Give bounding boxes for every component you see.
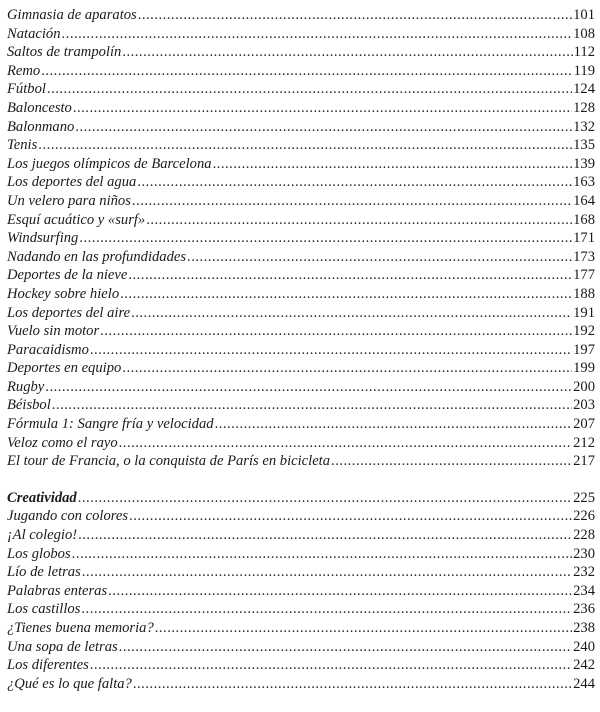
toc-entry-page: 119	[573, 62, 595, 79]
dot-leader	[78, 526, 572, 545]
toc-entry-page: 197	[573, 341, 595, 358]
toc-entry-page: 168	[573, 211, 595, 228]
toc-entry	[7, 415, 595, 434]
toc-entry-title: ¿Qué es lo que falta?	[7, 675, 132, 692]
dot-leader	[82, 563, 572, 582]
toc-entry-page: 192	[573, 323, 595, 340]
dot-leader	[75, 118, 572, 137]
toc-entry-title: Windsurfing	[7, 230, 79, 247]
toc-entry-title: Fórmula 1: Sangre fría y velocidad	[7, 416, 214, 433]
toc-entry	[7, 396, 595, 415]
toc-entry-page: 226	[573, 508, 595, 525]
toc-entry-page: 101	[573, 7, 595, 23]
toc-entry-title: ¿Tienes buena memoria?	[7, 620, 154, 636]
dot-leader	[132, 192, 572, 211]
toc-entry-page: 108	[573, 25, 595, 42]
toc-entry-title: Esquí acuático y «surf»	[7, 211, 146, 228]
toc-entry-page: 232	[573, 564, 595, 581]
toc-entry-page: 177	[573, 267, 595, 284]
toc-section-title: Creatividad	[7, 489, 77, 506]
dot-leader	[128, 266, 572, 285]
dot-leader	[47, 80, 572, 99]
toc-entry	[7, 545, 595, 564]
toc-group-sports	[7, 6, 595, 471]
toc-entry-page: 163	[573, 174, 595, 191]
dot-leader	[213, 155, 573, 174]
toc-entry-title: Vuelo sin motor	[7, 323, 100, 340]
toc-entry	[7, 136, 595, 155]
table-of-contents	[7, 6, 595, 693]
toc-entry-page: 230	[573, 545, 595, 562]
toc-entry-title: Los deportes del agua	[7, 174, 137, 191]
dot-leader	[131, 304, 572, 323]
toc-entry	[7, 43, 595, 62]
toc-entry	[7, 62, 595, 81]
dot-leader	[108, 582, 572, 601]
toc-entry-page: 132	[573, 118, 595, 135]
toc-entry-title: Los castillos	[7, 601, 81, 618]
toc-entry-title: Jugando con colores	[7, 508, 129, 525]
toc-entry-page: 139	[573, 155, 595, 172]
toc-entry-page: 203	[573, 397, 595, 414]
toc-entry-page: 228	[573, 527, 595, 544]
toc-entry-title: Tenis	[7, 137, 38, 154]
toc-entry	[7, 378, 595, 397]
toc-entry-title: Natación	[7, 25, 61, 42]
toc-entry-title: Hockey sobre hielo	[7, 285, 120, 302]
toc-entry	[7, 359, 595, 378]
toc-entry-title: Los diferentes	[7, 657, 89, 674]
toc-entry	[7, 266, 595, 285]
toc-entry-title: Gimnasia de aparatos	[7, 7, 137, 23]
toc-section-page: 225	[573, 489, 595, 506]
toc-entry-page: 240	[573, 638, 595, 655]
dot-leader	[122, 43, 572, 62]
dot-leader	[137, 173, 572, 192]
dot-leader	[119, 434, 572, 453]
toc-entry-page: 135	[573, 137, 595, 154]
toc-entry-page: 238	[573, 620, 595, 636]
dot-leader	[62, 25, 573, 44]
toc-entry	[7, 118, 595, 137]
toc-entry	[7, 526, 595, 545]
toc-entry	[7, 582, 595, 601]
toc-entry-title: Nadando en las profundidades	[7, 248, 187, 265]
toc-entry	[7, 80, 595, 99]
toc-entry-page: 217	[573, 453, 595, 470]
toc-entry	[7, 25, 595, 44]
dot-leader	[129, 507, 572, 526]
toc-entry-page: 164	[573, 192, 595, 209]
dot-leader	[146, 211, 572, 230]
dot-leader	[100, 322, 572, 341]
toc-entry-page: 199	[573, 360, 595, 377]
toc-entry	[7, 600, 595, 619]
toc-entry-page: 212	[573, 434, 595, 451]
toc-entry-page: 124	[573, 81, 595, 98]
toc-entry	[7, 99, 595, 118]
toc-entry-page: 236	[573, 601, 595, 618]
toc-entry-title: El tour de Francia, o la conquista de París en bicicleta	[7, 453, 331, 470]
dot-leader	[78, 489, 572, 508]
toc-entry	[7, 434, 595, 453]
toc-entry	[7, 656, 595, 675]
dot-leader	[38, 136, 572, 155]
toc-group-creatividad	[7, 489, 595, 694]
toc-entry-title: ¡Al colegio!	[7, 527, 78, 544]
toc-entry-title: Una sopa de letras	[7, 638, 118, 655]
toc-entry-page: 242	[573, 657, 595, 674]
toc-entry-page: 207	[573, 416, 595, 433]
toc-entry-title: Palabras enteras	[7, 582, 108, 599]
dot-leader	[90, 656, 572, 675]
toc-entry-page: 128	[573, 99, 595, 116]
toc-entry-title: Un velero para niños	[7, 192, 131, 209]
dot-leader	[79, 229, 572, 248]
toc-entry	[7, 229, 595, 248]
toc-entry-title: Balonmano	[7, 118, 75, 135]
toc-entry	[7, 6, 595, 25]
toc-entry-page: 173	[573, 248, 595, 265]
dot-leader	[73, 99, 572, 118]
section-spacer	[7, 471, 595, 489]
toc-entry	[7, 173, 595, 192]
toc-entry-title: Veloz como el rayo	[7, 434, 118, 451]
dot-leader	[120, 285, 572, 304]
dot-leader	[81, 600, 572, 619]
toc-entry	[7, 248, 595, 267]
toc-entry	[7, 341, 595, 360]
toc-entry-title: Rugby	[7, 378, 45, 395]
toc-entry-page: 234	[573, 582, 595, 599]
toc-entry	[7, 211, 595, 230]
toc-entry-title: Los juegos olímpicos de Barcelona	[7, 155, 212, 172]
toc-entry	[7, 675, 595, 694]
toc-entry	[7, 619, 595, 638]
toc-entry-title: Béisbol	[7, 397, 51, 414]
dot-leader	[45, 378, 572, 397]
toc-entry	[7, 452, 595, 471]
toc-entry-title: Deportes de la nieve	[7, 267, 128, 284]
toc-entry	[7, 285, 595, 304]
dot-leader	[215, 415, 573, 434]
toc-entry-page: 112	[573, 44, 595, 61]
dot-leader	[133, 675, 572, 694]
toc-entry	[7, 563, 595, 582]
dot-leader	[72, 545, 572, 564]
toc-entry	[7, 192, 595, 211]
toc-entry-title: Lío de letras	[7, 564, 81, 581]
dot-leader	[90, 341, 572, 360]
toc-entry-page: 191	[573, 304, 595, 321]
toc-entry-page: 188	[573, 285, 595, 302]
toc-entry-page: 244	[573, 675, 595, 692]
dot-leader	[138, 6, 572, 25]
toc-entry	[7, 304, 595, 323]
dot-leader	[119, 638, 572, 657]
toc-entry	[7, 322, 595, 341]
toc-entry	[7, 638, 595, 657]
toc-entry-title: Paracaidismo	[7, 341, 89, 358]
dot-leader	[331, 452, 572, 471]
dot-leader	[122, 359, 572, 378]
toc-entry-title: Los globos	[7, 545, 71, 562]
toc-entry-title: Remo	[7, 62, 41, 79]
toc-entry	[7, 507, 595, 526]
dot-leader	[41, 62, 572, 81]
toc-entry-title: Deportes en equipo	[7, 360, 122, 377]
toc-entry-title: Baloncesto	[7, 99, 72, 116]
dot-leader	[187, 248, 572, 267]
toc-entry	[7, 155, 595, 174]
dot-leader	[52, 396, 572, 415]
dot-leader	[155, 619, 572, 638]
toc-entry-page: 200	[573, 378, 595, 395]
toc-section-heading	[7, 489, 595, 508]
toc-entry-title: Los deportes del aire	[7, 304, 131, 321]
toc-entry-title: Saltos de trampolín	[7, 44, 122, 61]
toc-entry-title: Fútbol	[7, 81, 46, 98]
toc-entry-page: 171	[573, 230, 595, 247]
